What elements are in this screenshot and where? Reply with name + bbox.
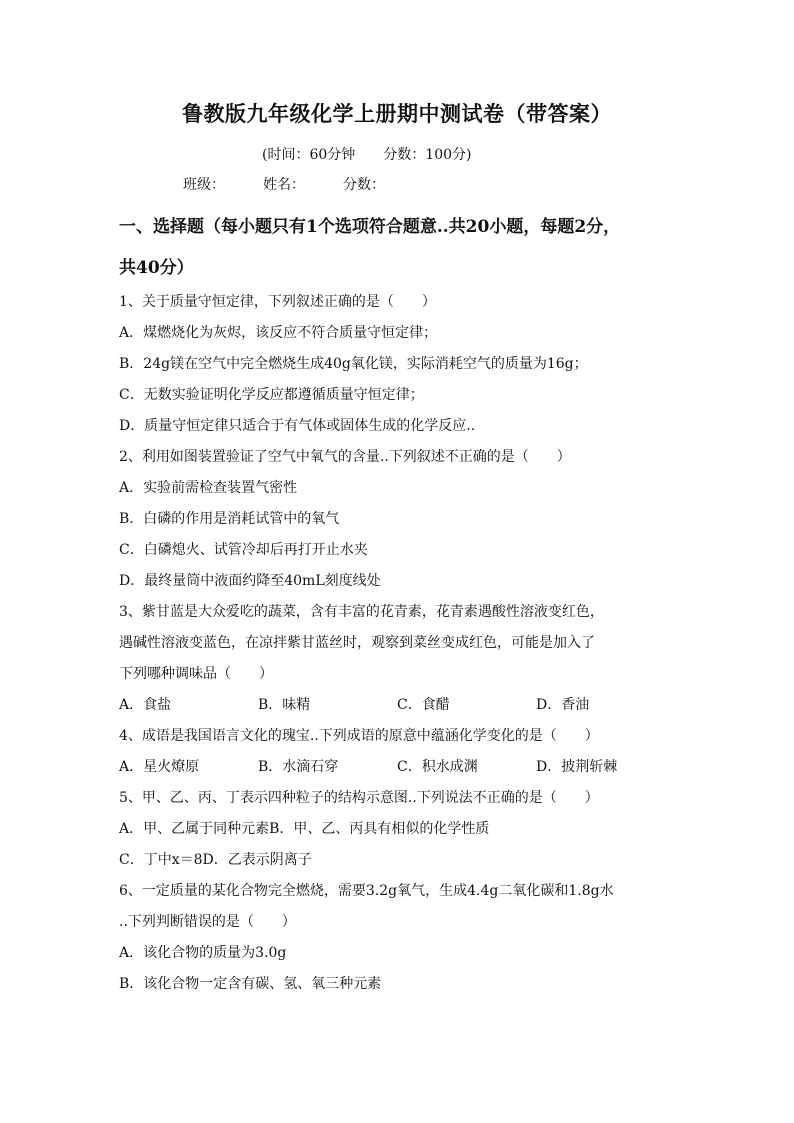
question-4-options <box>119 756 675 776</box>
question-2-option-d: D．最终量筒中液面约降至40mL刻度线处 <box>119 573 381 589</box>
question-6-option-b: B．该化合物一定含有碳、氢、氧三种元素 <box>119 976 382 992</box>
question-2-option-a: A．实验前需检查装置气密性 <box>119 480 298 496</box>
exam-time: (时间：60分钟 <box>262 147 356 163</box>
question-6-stem-line-1: 6、一定质量的某化合物完全燃烧，需要3.2g氧气，生成4.4g二氧化碳和1.8g水 <box>119 883 614 899</box>
question-2-option-b: B．白磷的作用是消耗试管中的氧气 <box>119 511 340 527</box>
question-1-option-b: B．24g镁在空气中完全燃烧生成40g氧化镁，实际消耗空气的质量为16g； <box>119 356 588 372</box>
question-1-option-c: C．无数实验证明化学反应都遵循质量守恒定律； <box>119 387 424 403</box>
question-3-stem-line-1: 3、紫甘蓝是大众爱吃的蔬菜，含有丰富的花青素，花青素遇酸性溶液变红色， <box>119 604 604 620</box>
question-3-option-d: D．香油 <box>536 697 590 713</box>
question-4-option-b: B．水滴石穿 <box>258 759 339 775</box>
exam-total-score: 分数：100分) <box>383 147 472 163</box>
question-1-option-d: D．质量守恒定律只适合于有气体或固体生成的化学反应.. <box>119 418 476 434</box>
question-3-option-b: B．味精 <box>258 697 311 713</box>
question-3-stem-line-3: 下列哪种调味品（ ） <box>119 666 273 682</box>
question-1-stem: 1、关于质量守恒定律，下列叙述正确的是（ ） <box>119 294 436 310</box>
question-5-options-ab: A．甲、乙属于同种元素B．甲、乙、丙具有相似的化学性质 <box>119 821 490 837</box>
exam-meta <box>262 144 471 164</box>
name-label: 姓名： <box>263 177 305 193</box>
question-2-option-c: C．白磷熄火、试管冷却后再打开止水夹 <box>119 542 368 558</box>
question-5-options-cd: C．丁中x＝8D．乙表示阴离子 <box>119 852 312 868</box>
question-6-stem-line-2: ..下列判断错误的是（ ） <box>119 914 296 930</box>
student-info <box>183 174 385 194</box>
question-4-stem: 4、成语是我国语言文化的瑰宝..下列成语的原意中蕴涵化学变化的是（ ） <box>119 728 599 744</box>
question-4-option-a: A．星火燎原 <box>119 759 200 775</box>
question-4-option-c: C．积水成渊 <box>397 759 478 775</box>
section-heading-line-2: 共40分） <box>119 258 194 278</box>
question-2-stem: 2、利用如图装置验证了空气中氧气的含量..下列叙述不正确的是（ ） <box>119 449 571 465</box>
question-3-option-c: C．食醋 <box>397 697 450 713</box>
question-3-option-a: A．食盐 <box>119 697 172 713</box>
document-title: 鲁教版九年级化学上册期中测试卷（带答案） <box>182 101 612 126</box>
question-5-stem: 5、甲、乙、丙、丁表示四种粒子的结构示意图..下列说法不正确的是（ ） <box>119 790 599 806</box>
question-1-option-a: A．煤燃烧化为灰烬，该反应不符合质量守恒定律； <box>119 325 438 341</box>
score-label: 分数： <box>343 177 385 193</box>
question-4-option-d: D．披荆斩棘 <box>536 759 618 775</box>
question-3-options <box>119 694 675 714</box>
question-3-stem-line-2: 遇碱性溶液变蓝色，在凉拌紫甘蓝丝时，观察到菜丝变成红色，可能是加入了 <box>119 635 595 651</box>
class-label: 班级： <box>183 177 225 193</box>
question-6-option-a: A．该化合物的质量为3.0g <box>119 945 287 961</box>
section-heading-line-1: 一、选择题（每小题只有1个选项符合题意..共20小题，每题2分， <box>119 217 621 237</box>
